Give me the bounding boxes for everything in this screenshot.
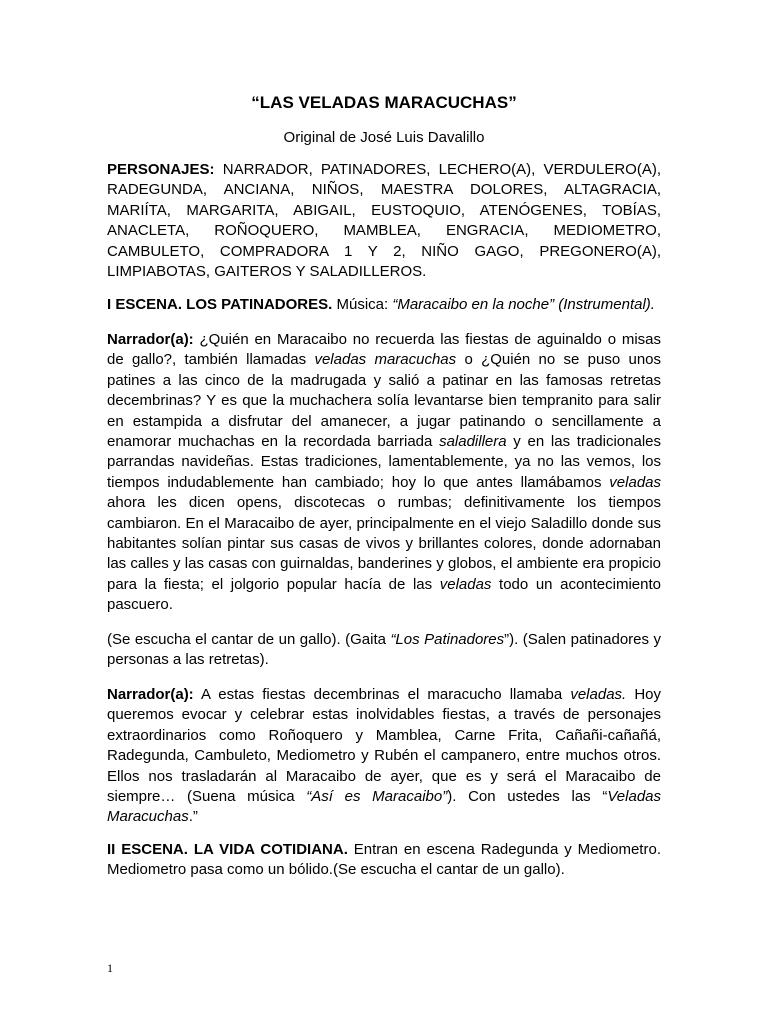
narrador-label: Narrador(a): bbox=[107, 331, 194, 348]
narrador-1-text-5: todo un acontecimiento pascuero. bbox=[107, 575, 661, 614]
narrador-2-italic-2: “Así es Maracaibo” bbox=[306, 788, 448, 806]
acotacion-paragraph bbox=[107, 630, 661, 671]
escena-2-text: Entran en escena Radegunda y Mediometro. Mediometro pasa como un bólido.(Se escucha el cantar de un gallo). bbox=[107, 841, 661, 879]
narrador-2-text-1: A estas fiestas decembrinas el maracucho llamaba bbox=[193, 686, 571, 703]
escena-1-music-title: “Maracaibo en la noche” (Instrumental). bbox=[392, 296, 655, 313]
document-title: “LAS VELADAS MARACUCHAS” bbox=[251, 93, 517, 112]
narrador-2-text-4: .” bbox=[188, 808, 198, 826]
narrador-paragraph-2 bbox=[107, 685, 661, 828]
narrador-1-italic-1: veladas maracuchas bbox=[314, 351, 457, 369]
narrador-1-italic-2: saladillera bbox=[439, 433, 507, 451]
personajes-list: NARRADOR, PATINADORES, LECHERO(A), VERDULERO(A), RADEGUNDA, ANCIANA, NIÑOS, MAESTRA DOLORES, ALTAGRACIA, MARIÍTA, MARGARITA, ABIGAIL, EUSTOQUIO, ATENÓGENES, TOBÍAS, ANACLETA, ROÑOQUERO, MAMBLEA, ENGRACIA, MEDIOMETRO, CAMBULETO, COMPRADORA 1 Y 2, NIÑO GAGO, PREGONERO(A), LIMPIABOTAS, GAITEROS Y SALADILLEROS. bbox=[107, 161, 661, 281]
escena-2-label: II ESCENA. LA VIDA COTIDIANA. bbox=[107, 841, 348, 858]
narrador-1-italic-4: veladas bbox=[439, 575, 492, 593]
escena-1-heading bbox=[107, 295, 661, 315]
narrador-2-text-2: Hoy queremos evocar y celebrar estas inolvidables fiestas, a través de personajes extraordinarios como Roñoquero y Mamblea, Carne Frita, Cañañi-cañañá, Radegunda, Cambuleto, Mediometro y Rubén el campanero, entre muchos otros. Ellos nos trasladarán al Maracaibo de ayer, que es y será el Maracaibo de siempre… (Suena música bbox=[107, 686, 661, 806]
narrador-1-text-2: o ¿Quién no se puso unos patines a las cinco de la madrugada y salió a patinar en las famosas retretas decembrinas? Y es que la muchachera solía levantarse bien tempranito para salir en estampida a disfrutar del amanecer, a jugar patinando o sencillamente a enamorar muchachas en la recordada barriada bbox=[107, 351, 662, 451]
escena-1-music-label: Música: bbox=[332, 296, 393, 313]
document-subtitle: Original de José Luis Davalillo bbox=[283, 129, 485, 146]
narrador-paragraph-1 bbox=[107, 330, 661, 616]
acotacion-text-2: ”). (Salen patinadores y personas a las retretas). bbox=[107, 631, 661, 669]
narrador-label-2: Narrador(a): bbox=[107, 686, 194, 703]
narrador-2-italic-3: Veladas Maracuchas bbox=[107, 788, 662, 826]
page-number: 1 bbox=[107, 961, 113, 975]
narrador-1-text-1: ¿Quién en Maracaibo no recuerda las fiestas de aguinaldo o misas de gallo?, también llamadas bbox=[107, 331, 661, 369]
narrador-1-text-4: ahora les dicen opens, discotecas o rumbas; definitivamente los tiempos cambiaron. En el Maracaibo de ayer, principalmente en el viejo Saladillo donde sus habitantes solían pintar sus casas de vivos y brillantes colores, donde adornaban las calles y las casas con guirnaldas, banderines y globos, el ambiente era propicio para la fiesta; el jolgorio popular hacía de las bbox=[107, 494, 661, 593]
personajes-label: PERSONAJES: bbox=[107, 161, 215, 178]
narrador-1-italic-3: veladas bbox=[609, 473, 661, 491]
narrador-2-italic-1: veladas. bbox=[570, 686, 627, 703]
acotacion-italic-1: “Los Patinadores bbox=[390, 631, 505, 648]
escena-2-paragraph bbox=[107, 840, 661, 881]
personajes-paragraph bbox=[107, 160, 661, 282]
acotacion-text-1: (Se escucha el cantar de un gallo). (Gaita bbox=[107, 631, 391, 648]
escena-1-label: I ESCENA. LOS PATINADORES. bbox=[107, 296, 333, 313]
narrador-1-text-3: y en las tradicionales parrandas navideñas. Estas tradiciones, lamentablemente, ya no las vemos, los tiempos indudablemente han cambiado; hoy lo que antes llamábamos bbox=[107, 433, 661, 491]
narrador-2-text-3: ). Con ustedes las “ bbox=[447, 788, 608, 806]
